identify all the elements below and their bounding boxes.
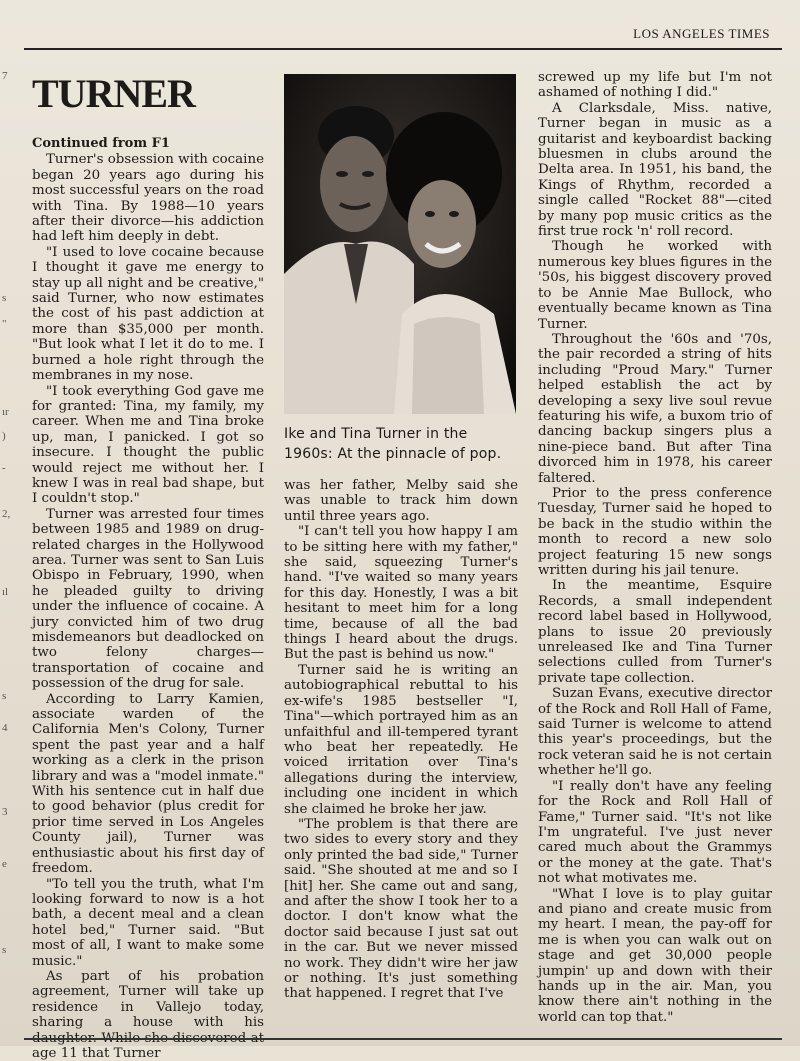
column-2-text xyxy=(284,478,518,1002)
paragraph: was her father, Melby said she was unable to track him down until three years ago. xyxy=(284,478,518,524)
paragraph: "To tell you the truth, what I'm looking forward to now is a hot bath, a decent meal and a clean hotel bed," Turner said. "But most of all, I want to make some music." xyxy=(32,876,264,969)
paragraph: Prior to the press conference Tuesday, Turner said he hoped to be back in the studio within the month to record a new solo project featuring 15 new songs written during his jail tenure. xyxy=(538,485,772,578)
paragraph: "What I love is to play guitar and piano and create music from my heart. I mean, the pay-off for me is when you can walk out on stage and get 30,000 people jumpin' up and down with their hands up in the air. Man, you know there ain't nothing in the world can top that." xyxy=(538,886,772,1025)
publication-name: LOS ANGELES TIMES xyxy=(633,26,770,41)
paragraph: "I used to love cocaine because I thought it gave me energy to stay up all night and be creative," said Turner, who now estimates the cost of his past addiction at more than $35,000 per month. "But look what I let it do to me. I burned a hole right through the membranes in my nose. xyxy=(32,244,264,384)
paragraph: Turner's obsession with cocaine began 20 years ago during his most successful years on the road with Tina. By 1988—10 years after their divorce—his addiction had left him deeply in debt. xyxy=(32,152,264,245)
margin-mark: " xyxy=(2,318,7,330)
paragraph: Turner was arrested four times between 1985 and 1989 on drug-related charges in the Hollywood area. Turner was sent to San Luis Obispo in February, 1990, when he pleaded guilty to driving under the influence of cocaine. A jury convicted him of two drug misdemeanors but deadlocked on two felony charges—transportation of cocaine and possession of the drug for sale. xyxy=(32,506,264,692)
paragraph: "I really don't have any feeling for the Rock and Roll Hall of Fame," Turner said. "It's not like I'm ungrateful. I've just never cared much about the Grammys or the money at the gate. That's not what motivates me. xyxy=(538,778,772,887)
headline: TURNER xyxy=(32,71,195,116)
paragraph: According to Larry Kamien, associate warden of the California Men's Colony, Turner spent the past year and a half working as a clerk in the prison library and was a "model inmate." With his sentence cut in half due to good behavior (plus credit for prior time served in Los Angeles County jail), Turner was enthusiastic about his first day of freedom. xyxy=(32,691,264,877)
paragraph: Turner said he is writing an autobiographical rebuttal to his ex-wife's 1985 bestseller "I, Tina"—which portrayed him as an unfaithful and ill-tempered tyrant who beat her repeatedly. He voiced irritation over Tina's allegations during the interview, including one incident in which she claimed he broke her jaw. xyxy=(284,662,518,817)
margin-mark: 4 xyxy=(2,722,8,734)
margin-mark: s xyxy=(2,690,7,702)
photo-ike-and-tina xyxy=(284,74,516,414)
margin-mark: 7 xyxy=(2,70,8,82)
margin-marks xyxy=(0,0,14,1046)
photo-ike-and-tina-icon xyxy=(284,74,516,414)
column-1 xyxy=(32,60,264,1061)
margin-mark: 3 xyxy=(2,806,8,818)
paragraph: In the meantime, Esquire Records, a small independent record label based in Hollywood, plans to issue 20 previously unreleased Ike and Tina Turner selections culled from Turner's private tape collection. xyxy=(538,578,772,686)
paragraph: screwed up my life but I'm not ashamed of nothing I did." xyxy=(538,70,772,101)
margin-mark: ) xyxy=(2,430,6,442)
margin-mark: s xyxy=(2,292,7,304)
continued-line: Continued from F1 xyxy=(32,136,170,151)
photo-caption: Ike and Tina Turner in the 1960s: At the pinnacle of pop. xyxy=(284,426,502,462)
paragraph: "I can't tell you how happy I am to be sitting here with my father," she said, squeezing Turner's hand. "I've waited so many years for this day. Honestly, I was a bit hesitant to meet him for a long time, because of all the bad things I heard about the drugs. But the past is behind us now." xyxy=(284,524,518,663)
top-rule xyxy=(24,48,782,50)
paragraph: A Clarksdale, Miss. native, Turner began in music as a guitarist and keyboardist backing bluesmen in clubs around the Delta area. In 1951, his band, the Kings of Rhythm, recorded a single called "Rocket 88"—cited by many pop music critics as the first true rock 'n' roll record. xyxy=(538,100,772,240)
column-2 xyxy=(284,60,518,1002)
margin-mark: e xyxy=(2,858,7,870)
paragraph: Throughout the '60s and '70s, the pair recorded a string of hits including "Proud Mary." Turner helped establish the act by developing a sexy live soul revue featuring his wife, a buxom trio of dancing backup singers plus a nine-piece band. But after Tina divorced him in 1978, his career faltered. xyxy=(538,331,772,486)
column-3 xyxy=(538,70,772,1025)
paragraph: "The problem is that there are two sides to every story and they only printed the bad side," Turner said. "She shouted at me and so I [hit] her. She came out and sang, and after the show I took her to a doctor. I don't know what the doctor said because I just sat out in the car. But we never missed no work. They didn't wire her jaw or nothing. It's just something that happened. I regret that I've xyxy=(284,816,518,1002)
margin-mark: ıl xyxy=(2,586,9,598)
margin-mark: ır xyxy=(2,406,9,418)
paragraph: As part of his probation agreement, Turner will take up residence in Vallejo today, sharing a house with his age 11 that Turner xyxy=(32,968,264,1061)
paragraph: "I took everything God gave me for granted: Tina, my family, my career. When me and Tina broke up, man, I panicked. I got so insecure. I thought the public would reject me without her. I knew I was in real bad shape, but I couldn't stop." xyxy=(32,383,264,507)
margin-mark: s xyxy=(2,944,7,956)
paragraph: Though he worked with numerous key blues figures in the '50s, his biggest discovery proved to be Annie Mae Bullock, who eventually became known as Tina Turner. xyxy=(538,239,772,332)
bottom-rule xyxy=(24,1038,782,1040)
paragraph: Suzan Evans, executive director of the Rock and Roll Hall of Fame, said Turner is welcome to attend this year's proceedings, but the rock veteran said he is not certain whether he'll go. xyxy=(538,686,772,779)
margin-mark: 2, xyxy=(2,508,11,520)
margin-mark: - xyxy=(2,462,6,474)
